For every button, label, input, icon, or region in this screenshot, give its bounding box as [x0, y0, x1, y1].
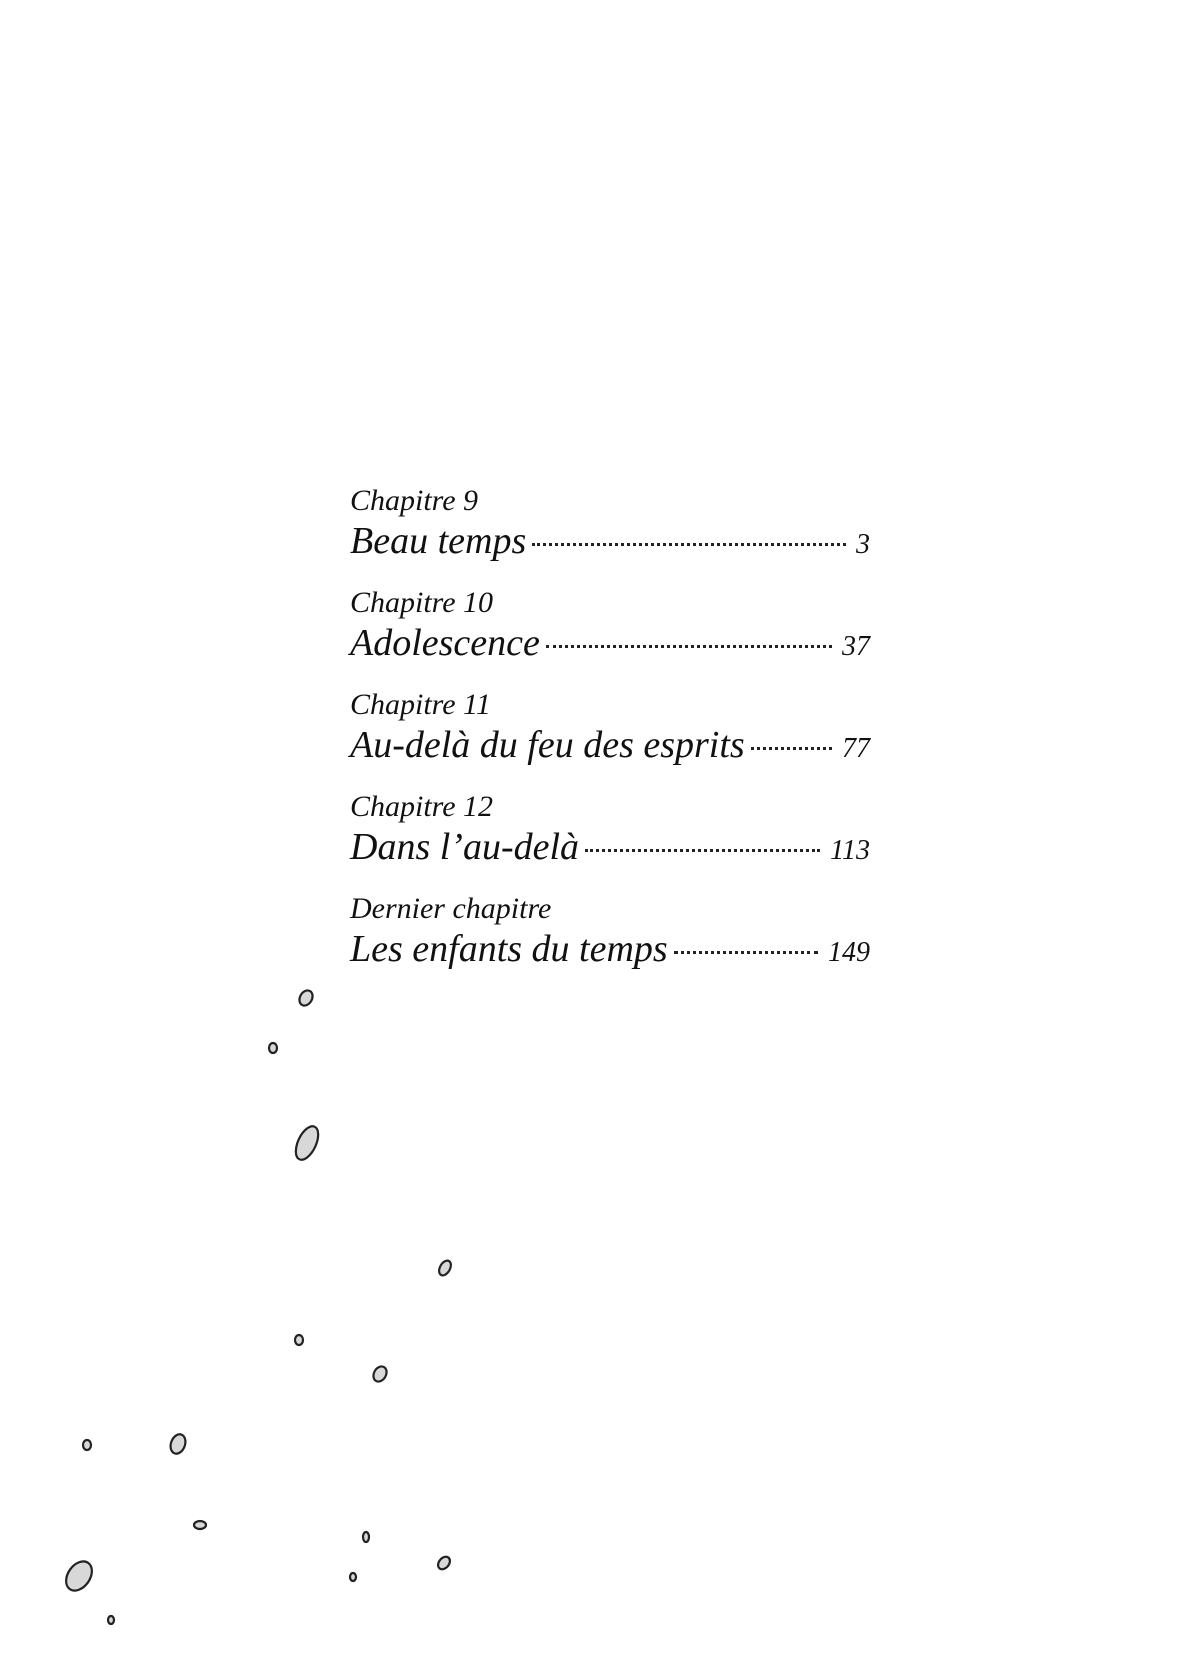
toc-entry-chapter-11[interactable]	[350, 688, 870, 790]
table-of-contents	[350, 484, 870, 994]
spot	[295, 1335, 303, 1345]
spot	[194, 1521, 206, 1529]
chapter-title: Les enfants du temps	[350, 928, 668, 970]
dot-leader	[585, 849, 820, 852]
chapter-title: Beau temps	[350, 520, 527, 562]
page-number: 3	[856, 529, 870, 560]
spot	[108, 1616, 114, 1624]
spot	[437, 1259, 454, 1278]
spot	[269, 1043, 277, 1053]
chapter-label: Dernier chapitre	[350, 892, 552, 925]
toc-entry-chapter-10[interactable]	[350, 586, 870, 688]
chapter-title: Adolescence	[350, 622, 540, 664]
chapter-label: Chapitre 9	[350, 484, 479, 517]
dot-leader	[751, 747, 832, 750]
toc-entry-last-chapter[interactable]	[350, 892, 870, 994]
dot-leader	[532, 543, 846, 546]
title-row	[350, 926, 870, 972]
spot	[168, 1432, 188, 1456]
chapter-label: Chapitre 11	[350, 688, 491, 721]
spot	[363, 1532, 369, 1542]
toc-entry-chapter-9[interactable]	[350, 484, 870, 586]
chapter-title: Dans l’au-delà	[350, 826, 580, 868]
spot	[297, 988, 315, 1008]
title-row	[350, 722, 870, 768]
page-number: 37	[842, 631, 870, 662]
chapter-title: Au-delà du feu des esprits	[350, 724, 745, 766]
dot-leader	[674, 951, 818, 954]
chapter-label: Chapitre 10	[350, 586, 494, 619]
spot	[291, 1123, 323, 1163]
chapter-label: Chapitre 12	[350, 790, 494, 823]
spot	[83, 1440, 91, 1450]
dot-leader	[546, 645, 832, 648]
page-number: 77	[842, 733, 870, 764]
title-row	[350, 518, 870, 564]
page-number: 113	[830, 835, 870, 866]
title-row	[350, 824, 870, 870]
title-row	[350, 620, 870, 666]
toc-entry-chapter-12[interactable]	[350, 790, 870, 892]
spot	[371, 1364, 389, 1384]
page-number: 149	[828, 937, 870, 968]
spot	[61, 1557, 97, 1596]
spot	[436, 1554, 453, 1571]
spot	[350, 1573, 356, 1581]
